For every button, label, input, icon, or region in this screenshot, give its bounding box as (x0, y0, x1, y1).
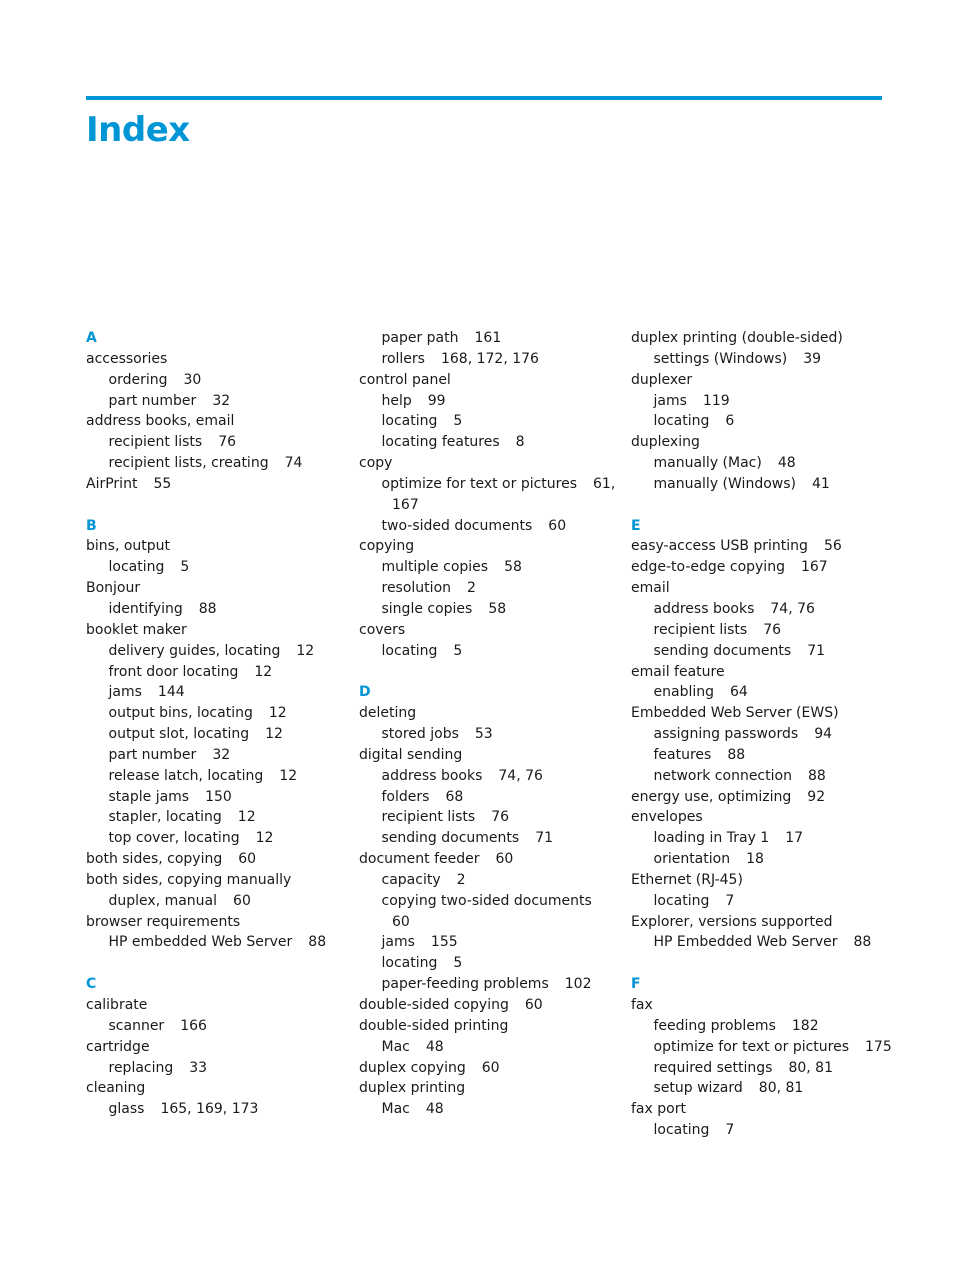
index-entry (359, 745, 615, 766)
entry-page-ref[interactable]: 12 (255, 830, 274, 847)
entry-term: sending documents (381, 830, 520, 847)
section-gap (359, 662, 615, 683)
entry-page-ref[interactable]: 2 (467, 580, 476, 597)
index-subentry (631, 828, 892, 849)
index-subentry (631, 849, 892, 870)
entry-page-ref[interactable]: 175 (865, 1038, 892, 1055)
entry-term: network connection (653, 767, 792, 784)
entry-term: Mac (381, 1101, 410, 1118)
index-entry (631, 662, 892, 683)
index-subentry (86, 745, 326, 766)
index-subentry (359, 391, 615, 412)
entry-page-ref[interactable]: 60 (238, 851, 257, 868)
index-subentry (631, 599, 892, 620)
index-subentry (86, 599, 326, 620)
index-subentry (86, 828, 326, 849)
index-entry (86, 474, 326, 495)
index-subentry (631, 932, 892, 953)
index-subentry (631, 1037, 892, 1058)
entry-term: features (653, 746, 712, 763)
index-column-1 (86, 328, 326, 1120)
index-subentry (631, 391, 892, 412)
index-subentry (631, 1120, 892, 1141)
index-subentry (359, 474, 615, 495)
index-entry (86, 1037, 326, 1058)
index-subentry (359, 641, 615, 662)
entry-page-ref[interactable]: 60 (524, 997, 543, 1013)
entry-term: locating (381, 955, 438, 972)
entry-term: identifying (108, 600, 183, 617)
entry-page-ref[interactable]: 53 (474, 726, 493, 743)
index-subentry (86, 453, 326, 474)
entry-page-ref[interactable]: 92 (807, 788, 826, 805)
entry-page-ref[interactable]: 55 (153, 475, 172, 492)
index-entry (359, 1078, 615, 1099)
entry-term: settings (Windows) (653, 350, 788, 367)
index-entry (86, 411, 326, 432)
entry-term: fax port (631, 1101, 686, 1118)
entry-term: optimize for text or pictures (653, 1038, 850, 1055)
entry-term: double-sided copying (359, 997, 509, 1013)
entry-page-ref[interactable]: 58 (504, 559, 522, 576)
index-entry (86, 620, 326, 641)
entry-term: 167 (392, 496, 419, 513)
index-subentry (631, 349, 892, 370)
index-subentry (631, 891, 892, 912)
entry-term: glass (108, 1101, 145, 1118)
entry-page-ref[interactable]: 32 (212, 392, 231, 409)
index-subentry (359, 328, 615, 349)
entry-page-ref[interactable]: 7 (725, 1122, 735, 1139)
entry-page-ref[interactable]: 12 (279, 767, 298, 784)
entry-term: locating (653, 1122, 710, 1139)
entry-page-ref[interactable]: 12 (265, 726, 283, 743)
index-entry-continuation (359, 912, 615, 933)
entry-page-ref[interactable]: 33 (189, 1059, 208, 1076)
entry-page-ref[interactable]: 5 (453, 955, 463, 972)
index-entry (86, 349, 326, 370)
entry-term: document feeder (359, 851, 480, 868)
entry-page-ref[interactable]: 144 (157, 684, 185, 701)
entry-page-ref[interactable]: 99 (427, 392, 446, 409)
index-entry (631, 807, 892, 828)
entry-term: edge-to-edge copying (631, 559, 785, 576)
entry-term: envelopes (631, 809, 703, 826)
index-subentry (359, 724, 615, 745)
section-gap (631, 495, 892, 516)
entry-term: deleting (359, 705, 417, 722)
entry-term: jams (653, 392, 687, 409)
entry-page-ref[interactable]: 102 (564, 976, 592, 993)
index-entry (86, 536, 326, 557)
entry-term: locating (108, 559, 165, 576)
entry-page-ref[interactable]: 76 (491, 809, 510, 826)
entry-term: locating features (381, 434, 500, 451)
entry-term: Explorer, versions supported (631, 913, 833, 930)
index-subentry (359, 1037, 615, 1058)
entry-page-ref[interactable]: 80, 81 (758, 1080, 804, 1097)
section-gap (631, 953, 892, 974)
index-subentry (86, 932, 326, 953)
entry-page-ref[interactable]: 48 (425, 1038, 444, 1055)
index-entry (86, 1078, 326, 1099)
entry-page-ref[interactable]: 17 (785, 830, 804, 847)
title-rule (86, 96, 882, 100)
entry-page-ref[interactable]: 71 (535, 830, 554, 847)
entry-term: Bonjour (86, 580, 141, 597)
entry-page-ref[interactable]: 2 (456, 871, 466, 888)
entry-page-ref[interactable]: 12 (237, 809, 256, 826)
index-entry (359, 453, 615, 474)
entry-page-ref[interactable]: 150 (205, 788, 232, 805)
entry-term: covers (359, 621, 406, 638)
index-subentry (86, 662, 326, 683)
index-entry (359, 620, 615, 641)
entry-page-ref[interactable]: 12 (296, 642, 315, 659)
entry-term: duplexing (631, 434, 700, 451)
entry-page-ref[interactable]: 39 (803, 350, 822, 367)
entry-term: accessories (86, 350, 168, 367)
entry-term: scanner (108, 1017, 165, 1034)
entry-term: stapler, locating (108, 809, 222, 826)
entry-term: part number (108, 392, 197, 409)
index-entry (631, 912, 892, 933)
entry-page-ref[interactable]: 76 (763, 621, 782, 638)
entry-page-ref[interactable]: 5 (453, 642, 463, 659)
index-subentry (359, 828, 615, 849)
index-subentry (86, 391, 326, 412)
index-subentry (359, 411, 615, 432)
index-subentry (86, 1058, 326, 1079)
index-subentry (86, 703, 326, 724)
page-title: Index (86, 110, 190, 150)
entry-page-ref[interactable]: 161 (474, 330, 502, 346)
entry-page-ref[interactable]: 48 (425, 1101, 444, 1118)
entry-page-ref[interactable]: 88 (308, 934, 327, 951)
index-subentry (359, 766, 615, 787)
entry-page-ref[interactable]: 60 (481, 1059, 500, 1076)
index-letter-heading: F (631, 976, 641, 993)
index-subentry (359, 953, 615, 974)
entry-page-ref[interactable]: 41 (811, 475, 830, 492)
entry-page-ref[interactable]: 68 (445, 788, 464, 805)
index-column-2 (359, 328, 615, 1120)
entry-term: email feature (631, 663, 725, 680)
entry-term: recipient lists (381, 809, 476, 826)
index-entry (359, 1058, 615, 1079)
index-entry (86, 578, 326, 599)
entry-term: multiple copies (381, 559, 489, 576)
index-subentry (359, 349, 615, 370)
entry-term: address books, email (86, 413, 235, 430)
entry-term: Mac (381, 1038, 410, 1055)
entry-term: both sides, copying (86, 851, 223, 868)
index-subentry (631, 474, 892, 495)
index-subentry (86, 1016, 326, 1037)
entry-page-ref[interactable]: 74 (284, 455, 303, 472)
entry-term: browser requirements (86, 913, 241, 930)
entry-term: locating (381, 413, 438, 430)
entry-term: paper-feeding problems (381, 976, 549, 993)
index-subentry (359, 1099, 615, 1120)
index-entry (631, 328, 892, 349)
index-subentry (359, 787, 615, 808)
entry-page-ref[interactable]: 80, 81 (788, 1059, 833, 1076)
entry-term: top cover, locating (108, 830, 240, 847)
entry-page-ref[interactable]: 56 (823, 538, 842, 555)
entry-page-ref[interactable]: 32 (212, 746, 231, 763)
entry-term: easy-access USB printing (631, 538, 808, 555)
index-subentry (359, 599, 615, 620)
entry-term: Embedded Web Server (EWS) (631, 705, 839, 722)
entry-term: paper path (381, 330, 459, 346)
entry-term: energy use, optimizing (631, 788, 792, 805)
entry-term: copy (359, 455, 393, 472)
entry-term: orientation (653, 851, 731, 868)
index-subentry (86, 641, 326, 662)
entry-term: manually (Windows) (653, 475, 796, 492)
entry-page-ref[interactable]: 88 (807, 767, 826, 784)
entry-term: recipient lists (653, 621, 748, 638)
entry-term: recipient lists (108, 434, 203, 451)
entry-page-ref[interactable]: 30 (183, 371, 202, 388)
index-subentry (631, 1016, 892, 1037)
entry-term: duplexer (631, 371, 693, 388)
index-subentry (359, 516, 615, 537)
section-gap (86, 953, 326, 974)
index-subentry (86, 557, 326, 578)
index-subentry (631, 453, 892, 474)
entry-term: optimize for text or pictures (381, 475, 578, 492)
index-entry (86, 995, 326, 1016)
index-subentry (86, 432, 326, 453)
index-entry (86, 870, 326, 891)
index-letter-heading: E (631, 517, 641, 534)
entry-term: address books (381, 767, 483, 784)
entry-term: manually (Mac) (653, 455, 762, 472)
entry-term: duplex printing (double-sided) (631, 330, 843, 346)
entry-term: rollers (381, 350, 425, 367)
index-entry (631, 578, 892, 599)
entry-term: feeding problems (653, 1017, 776, 1034)
entry-term: cartridge (86, 1038, 150, 1055)
entry-term: locating (653, 413, 710, 430)
entry-term: release latch, locating (108, 767, 264, 784)
index-letter-heading: B (86, 517, 97, 534)
entry-term: control panel (359, 371, 451, 388)
index-subentry (86, 787, 326, 808)
entry-page-ref[interactable]: 168, 172, 176 (440, 350, 539, 367)
entry-term: setup wizard (653, 1080, 743, 1097)
index-subentry (359, 974, 615, 995)
entry-term: double-sided printing (359, 1017, 509, 1034)
index-subentry (631, 766, 892, 787)
entry-page-ref[interactable]: 61, (593, 475, 616, 492)
index-entry (631, 870, 892, 891)
entry-page-ref[interactable]: 182 (791, 1017, 819, 1034)
entry-page-ref[interactable]: 18 (746, 851, 764, 868)
entry-term: capacity (381, 871, 441, 888)
entry-page-ref[interactable]: 166 (180, 1017, 207, 1034)
entry-page-ref[interactable]: 165, 169, 173 (160, 1101, 259, 1118)
index-subentry (631, 682, 892, 703)
entry-term: output bins, locating (108, 705, 253, 722)
entry-page-ref[interactable]: 88 (727, 746, 746, 763)
entry-term: help (381, 392, 412, 409)
entry-term: AirPrint (86, 475, 138, 492)
entry-term: digital sending (359, 746, 463, 763)
index-subentry (359, 932, 615, 953)
index-entry (359, 1016, 615, 1037)
entry-term: sending documents (653, 642, 792, 659)
index-subentry (359, 891, 615, 912)
index-subentry (359, 807, 615, 828)
entry-page-ref[interactable]: 60 (233, 892, 251, 909)
entry-term: staple jams (108, 788, 190, 805)
index-entry (631, 557, 892, 578)
index-subentry (631, 411, 892, 432)
entry-term: HP embedded Web Server (108, 934, 293, 951)
entry-page-ref[interactable]: 71 (807, 642, 826, 659)
index-entry (631, 536, 892, 557)
entry-term: recipient lists, creating (108, 455, 269, 472)
entry-term: copying two-sided documents (381, 892, 592, 909)
index-subentry (631, 620, 892, 641)
entry-page-ref[interactable]: 94 (814, 726, 833, 743)
entry-page-ref[interactable]: 60 (495, 851, 514, 868)
entry-term: both sides, copying manually (86, 871, 292, 888)
entry-term: address books (653, 600, 755, 617)
entry-term: replacing (108, 1059, 174, 1076)
section-gap (86, 495, 326, 516)
entry-term: part number (108, 746, 197, 763)
entry-page-ref[interactable]: 12 (268, 705, 287, 722)
entry-term: cleaning (86, 1080, 146, 1097)
index-subentry (631, 641, 892, 662)
entry-page-ref[interactable]: 155 (430, 934, 458, 951)
index-subentry (631, 745, 892, 766)
entry-page-ref[interactable]: 74, 76 (498, 767, 543, 784)
index-entry (359, 536, 615, 557)
index-entry (359, 703, 615, 724)
index-entry (359, 849, 615, 870)
index-subentry (86, 766, 326, 787)
entry-term: bins, output (86, 538, 171, 555)
entry-term: booklet maker (86, 621, 187, 638)
entry-page-ref[interactable]: 64 (730, 684, 748, 701)
entry-page-ref[interactable]: 88 (198, 600, 217, 617)
entry-term: stored jobs (381, 726, 459, 743)
entry-term: front door locating (108, 663, 239, 680)
entry-term: resolution (381, 580, 452, 597)
index-entry (86, 912, 326, 933)
index-subentry (631, 1058, 892, 1079)
index-entry (631, 703, 892, 724)
entry-term: output slot, locating (108, 726, 250, 743)
entry-term: HP Embedded Web Server (653, 934, 838, 951)
entry-term: locating (381, 642, 438, 659)
index-letter-heading: C (86, 976, 97, 993)
entry-term: fax (631, 997, 653, 1013)
index-subentry (86, 891, 326, 912)
entry-page-ref[interactable]: 76 (218, 434, 237, 451)
entry-term: locating (653, 892, 710, 909)
entry-term: email (631, 580, 670, 597)
entry-term: jams (381, 934, 415, 951)
index-entry (86, 849, 326, 870)
entry-term: duplex copying (359, 1059, 466, 1076)
entry-page-ref[interactable]: 58 (488, 600, 507, 617)
entry-term: Ethernet (RJ-45) (631, 871, 743, 888)
index-subentry (359, 557, 615, 578)
entry-term: loading in Tray 1 (653, 830, 770, 847)
index-entry (631, 370, 892, 391)
entry-term: ordering (108, 371, 168, 388)
entry-term: 60 (392, 913, 410, 930)
index-subentry (86, 370, 326, 391)
entry-term: copying (359, 538, 415, 555)
entry-term: jams (108, 684, 142, 701)
index-entry (359, 995, 615, 1016)
entry-term: calibrate (86, 997, 148, 1013)
entry-term: two-sided documents (381, 517, 533, 534)
entry-page-ref[interactable]: 60 (548, 517, 567, 534)
entry-term: enabling (653, 684, 714, 701)
index-subentry (631, 724, 892, 745)
entry-page-ref[interactable]: 5 (453, 413, 463, 430)
index-subentry (359, 870, 615, 891)
index-entry (631, 995, 892, 1016)
entry-page-ref[interactable]: 74, 76 (770, 600, 815, 617)
index-subentry (86, 682, 326, 703)
index-subentry (359, 578, 615, 599)
index-letter-heading: A (86, 330, 97, 346)
index-entry-continuation (359, 495, 615, 516)
entry-term: assigning passwords (653, 726, 799, 743)
entry-page-ref[interactable]: 6 (725, 413, 735, 430)
entry-page-ref[interactable]: 48 (777, 455, 796, 472)
entry-term: duplex, manual (108, 892, 218, 909)
entry-page-ref[interactable]: 7 (725, 892, 735, 909)
entry-term: single copies (381, 600, 473, 617)
entry-page-ref[interactable]: 119 (702, 392, 730, 409)
index-subentry (86, 807, 326, 828)
entry-page-ref[interactable]: 8 (515, 434, 525, 451)
index-entry (631, 1099, 892, 1120)
index-entry (631, 787, 892, 808)
entry-term: duplex printing (359, 1080, 466, 1097)
entry-page-ref[interactable]: 167 (800, 559, 828, 576)
index-entry (359, 370, 615, 391)
index-subentry (631, 1078, 892, 1099)
entry-term: delivery guides, locating (108, 642, 281, 659)
index-subentry (86, 1099, 326, 1120)
index-column-3 (631, 328, 892, 1141)
entry-page-ref[interactable]: 12 (254, 663, 273, 680)
entry-term: required settings (653, 1059, 773, 1076)
entry-page-ref[interactable]: 88 (853, 934, 872, 951)
entry-page-ref[interactable]: 5 (180, 559, 190, 576)
index-subentry (359, 432, 615, 453)
index-subentry (86, 724, 326, 745)
entry-term: folders (381, 788, 430, 805)
index-letter-heading: D (359, 684, 371, 701)
index-entry (631, 432, 892, 453)
